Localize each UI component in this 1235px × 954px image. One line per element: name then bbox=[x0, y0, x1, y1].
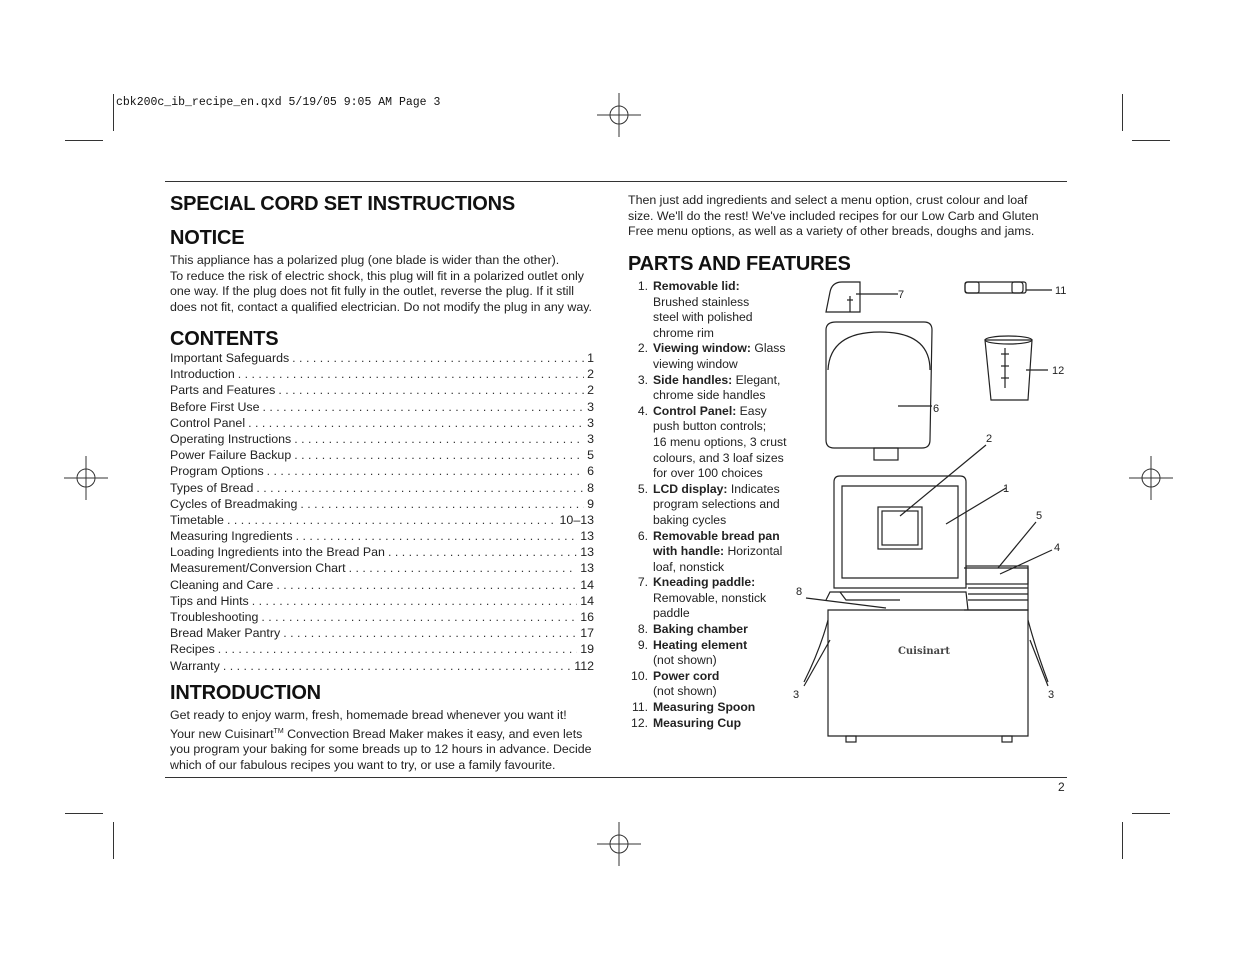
parts-list-item bbox=[626, 669, 801, 700]
toc-entry bbox=[170, 513, 594, 529]
toc-leader-dots bbox=[283, 626, 577, 640]
parts-item-number: 9. bbox=[637, 637, 648, 652]
toc-entry bbox=[170, 464, 594, 480]
special-cord-heading: SPECIAL CORD SET INSTRUCTIONS bbox=[170, 193, 515, 215]
introduction-text: Get ready to enjoy warm, fresh, homemade bread whenever you want it! Your new Cuisinart™ Convection Bread Maker makes it easy, and even lets you program your baking for some breads up to 12 hours in advance. Decide which of our fabulous recipes you want to try, or use a family favourite. bbox=[170, 708, 592, 772]
toc-entry bbox=[170, 561, 594, 577]
toc-entry-title: Loading Ingredients into the Bread Pan bbox=[170, 545, 385, 560]
parts-item-number: 7. bbox=[637, 575, 648, 590]
toc-entry-page: 2 bbox=[587, 367, 594, 382]
parts-item-name: Removable bread pan bbox=[653, 528, 780, 543]
parts-item-desc-line: (not shown) bbox=[653, 684, 717, 699]
toc-entry bbox=[170, 659, 594, 675]
parts-list-item bbox=[626, 341, 801, 372]
crop-mark bbox=[113, 94, 114, 131]
toc-entry-title: Troubleshooting bbox=[170, 610, 259, 624]
parts-item-desc-line: viewing window bbox=[653, 356, 738, 371]
parts-item-desc-line: (not shown) bbox=[653, 653, 717, 668]
toc-entry-title: Measurement/Conversion Chart bbox=[170, 561, 346, 576]
parts-list-item bbox=[626, 373, 801, 404]
parts-item-name: Control Panel: bbox=[653, 403, 737, 418]
bottom-rule bbox=[165, 777, 1067, 778]
crop-mark bbox=[1122, 822, 1123, 859]
toc-entry-page: 19 bbox=[580, 642, 594, 657]
parts-item-name: Viewing window: bbox=[653, 341, 751, 356]
toc-entry-page: 9 bbox=[587, 496, 594, 511]
toc-entry-page: 3 bbox=[587, 431, 594, 446]
parts-item-content bbox=[653, 716, 741, 732]
toc-leader-dots bbox=[294, 432, 584, 446]
brand-logo: Cuisinart bbox=[897, 646, 951, 657]
parts-item-desc-line: Brushed stainless bbox=[653, 294, 750, 309]
toc-entry bbox=[170, 578, 594, 594]
toc-entry bbox=[170, 367, 594, 383]
parts-list-item bbox=[626, 622, 801, 638]
parts-item-content bbox=[653, 482, 780, 529]
toc-entry bbox=[170, 594, 594, 610]
toc-entry-page: 10–13 bbox=[559, 512, 594, 527]
introduction-heading: INTRODUCTION bbox=[170, 682, 321, 704]
parts-item-inline-desc: Easy bbox=[736, 403, 767, 418]
callout-12: 12 bbox=[1052, 365, 1065, 377]
parts-item-inline-desc: Glass bbox=[750, 341, 786, 356]
parts-list bbox=[626, 279, 801, 731]
parts-item-content bbox=[653, 529, 780, 545]
toc-entry-title: Control Panel bbox=[170, 415, 246, 430]
parts-item-desc-line: loaf, nonstick bbox=[653, 559, 725, 574]
toc-entry bbox=[170, 448, 594, 464]
bread-maker-diagram bbox=[790, 270, 1080, 750]
parts-list-item bbox=[626, 404, 801, 482]
toc-entry bbox=[170, 481, 594, 497]
parts-features-heading: PARTS AND FEATURES bbox=[628, 253, 851, 275]
parts-item-content bbox=[653, 404, 786, 482]
parts-item-number: 12. bbox=[631, 715, 648, 730]
toc-entry-title: Cleaning and Care bbox=[170, 577, 274, 592]
toc-leader-dots bbox=[278, 383, 584, 397]
parts-list-item bbox=[626, 482, 801, 529]
parts-item-number: 6. bbox=[637, 528, 648, 543]
crop-mark bbox=[65, 140, 103, 141]
toc-entry-title: Introduction bbox=[170, 367, 235, 382]
parts-item-name: with handle: bbox=[653, 544, 725, 559]
toc-entry-title: Before First Use bbox=[170, 399, 260, 414]
notice-text: This appliance has a polarized plug (one blade is wider than the other). To reduce the risk of electric shock, this plug will fit in a polarized outlet only one way. If the plug does not fit fully in the outlet, reverse the plug. If it still does not fit, contact a qualified electrician. Do not modify the plug in any way. bbox=[170, 253, 592, 314]
table-of-contents bbox=[170, 351, 594, 675]
callout-3-right: 3 bbox=[1048, 689, 1055, 701]
toc-entry-page: 13 bbox=[580, 545, 594, 560]
toc-entry bbox=[170, 432, 594, 448]
parts-item-content bbox=[653, 279, 753, 341]
parts-item-desc-line: paddle bbox=[653, 606, 690, 621]
parts-item-desc-line: steel with polished bbox=[653, 310, 753, 325]
parts-item-inline-desc: Indicates bbox=[727, 481, 780, 496]
parts-item-desc-line: Removable, nonstick bbox=[653, 590, 767, 605]
parts-list-item bbox=[626, 544, 801, 575]
toc-entry bbox=[170, 400, 594, 416]
toc-entry-title: Cycles of Breadmaking bbox=[170, 496, 298, 511]
toc-entry-title: Power Failure Backup bbox=[170, 448, 292, 463]
parts-item-number bbox=[626, 544, 648, 575]
toc-entry bbox=[170, 529, 594, 545]
callout-2: 2 bbox=[986, 433, 993, 445]
toc-leader-dots bbox=[300, 497, 584, 511]
callout-7: 7 bbox=[898, 289, 905, 301]
parts-item-inline-desc: Horizontal bbox=[724, 544, 783, 559]
toc-entry-page: 17 bbox=[580, 626, 594, 641]
parts-item-desc-line: baking cycles bbox=[653, 512, 727, 527]
toc-entry-page: 14 bbox=[580, 593, 594, 608]
toc-entry-title: Parts and Features bbox=[170, 383, 276, 398]
parts-item-number: 1. bbox=[637, 279, 648, 293]
measuring-cup-icon bbox=[985, 336, 1032, 400]
toc-entry bbox=[170, 497, 594, 513]
crop-mark bbox=[113, 822, 114, 859]
callout-4: 4 bbox=[1054, 542, 1061, 554]
toc-leader-dots bbox=[263, 400, 585, 414]
toc-entry bbox=[170, 610, 594, 626]
measuring-spoon-icon bbox=[965, 282, 1026, 293]
parts-list-item bbox=[626, 638, 801, 669]
parts-item-desc-line: for over 100 choices bbox=[653, 466, 763, 481]
toc-leader-dots bbox=[388, 545, 577, 559]
crop-mark bbox=[1132, 813, 1170, 814]
parts-item-content bbox=[653, 669, 719, 700]
parts-item-number: 10. bbox=[631, 668, 648, 683]
toc-entry-title: Timetable bbox=[170, 512, 224, 527]
parts-item-number: 4. bbox=[637, 403, 648, 418]
parts-item-desc-line: colours, and 3 loaf sizes bbox=[653, 450, 784, 465]
parts-item-content bbox=[653, 341, 786, 372]
toc-entry-page: 6 bbox=[587, 464, 594, 479]
parts-item-name: Heating element bbox=[653, 637, 748, 652]
toc-entry-page: 16 bbox=[580, 610, 594, 624]
registration-mark-icon bbox=[1129, 456, 1173, 500]
parts-item-name: Measuring Spoon bbox=[653, 700, 756, 715]
parts-item-number: 5. bbox=[637, 481, 648, 496]
parts-list-item bbox=[626, 575, 801, 622]
parts-item-number: 11. bbox=[631, 700, 648, 715]
parts-item-desc-line: chrome rim bbox=[653, 325, 714, 340]
crop-mark bbox=[65, 813, 103, 814]
parts-item-name: Kneading paddle: bbox=[653, 575, 756, 590]
toc-entry-page: 5 bbox=[587, 448, 594, 463]
toc-entry-title: Important Safeguards bbox=[170, 351, 290, 365]
registration-mark-icon bbox=[597, 93, 641, 137]
toc-leader-dots bbox=[276, 578, 577, 592]
crop-mark bbox=[1122, 94, 1123, 131]
parts-list-item bbox=[626, 529, 801, 545]
toc-entry-title: Measuring Ingredients bbox=[170, 529, 293, 544]
toc-leader-dots bbox=[296, 529, 578, 543]
toc-leader-dots bbox=[349, 561, 578, 575]
callout-5: 5 bbox=[1036, 510, 1043, 522]
parts-item-content bbox=[653, 622, 748, 638]
toc-leader-dots bbox=[218, 642, 577, 656]
toc-entry-page: 3 bbox=[587, 399, 594, 414]
bread-pan-icon bbox=[826, 322, 932, 460]
registration-mark-icon bbox=[64, 456, 108, 500]
kneading-paddle-icon bbox=[826, 282, 860, 312]
callout-1: 1 bbox=[1003, 483, 1010, 495]
parts-item-number: 2. bbox=[637, 341, 648, 356]
toc-leader-dots bbox=[223, 659, 571, 673]
parts-item-content bbox=[653, 544, 782, 575]
parts-item-name: Removable lid: bbox=[653, 279, 740, 293]
parts-item-name: Measuring Cup bbox=[653, 715, 742, 730]
parts-item-content bbox=[653, 638, 747, 669]
toc-leader-dots bbox=[261, 610, 577, 624]
printer-slug: cbk200c_ib_recipe_en.qxd 5/19/05 9:05 AM Page 3 bbox=[116, 96, 441, 109]
contents-heading: CONTENTS bbox=[170, 328, 279, 350]
parts-item-desc-line: program selections and bbox=[653, 497, 780, 512]
bread-maker-icon bbox=[804, 476, 1048, 742]
parts-item-desc-line: push button controls; bbox=[653, 419, 767, 434]
toc-entry-page: 2 bbox=[587, 383, 594, 398]
toc-entry-page: 3 bbox=[587, 415, 594, 430]
parts-item-content bbox=[653, 373, 780, 404]
parts-item-content bbox=[653, 700, 755, 716]
callout-3-left: 3 bbox=[793, 689, 800, 701]
toc-entry-title: Tips and Hints bbox=[170, 593, 249, 608]
callout-6: 6 bbox=[933, 403, 940, 415]
toc-leader-dots bbox=[294, 448, 584, 462]
toc-leader-dots bbox=[248, 416, 584, 430]
toc-entry bbox=[170, 642, 594, 658]
toc-leader-dots bbox=[292, 351, 584, 365]
parts-item-name: LCD display: bbox=[653, 481, 728, 496]
registration-mark-icon bbox=[597, 822, 641, 866]
toc-entry bbox=[170, 626, 594, 642]
introduction-continued: Then just add ingredients and select a menu option, crust colour and loaf size. We'll do the rest! We've included recipes for our Low Carb and Gluten Free menu options, as well as a variety of other breads, doughs and jams. bbox=[628, 193, 1039, 239]
parts-item-desc-line: chrome side handles bbox=[653, 388, 766, 403]
parts-list-item bbox=[626, 700, 801, 716]
toc-entry bbox=[170, 383, 594, 399]
parts-item-content bbox=[653, 575, 766, 622]
toc-entry bbox=[170, 351, 594, 367]
parts-item-name: Side handles: bbox=[653, 372, 733, 387]
toc-entry-title: Program Options bbox=[170, 464, 264, 479]
toc-leader-dots bbox=[256, 481, 584, 495]
toc-entry-page: 13 bbox=[580, 561, 594, 576]
toc-entry-page: 14 bbox=[580, 577, 594, 592]
toc-entry-page: 112 bbox=[574, 658, 594, 673]
toc-leader-dots bbox=[238, 367, 584, 381]
parts-list-item bbox=[626, 279, 801, 341]
toc-entry-title: Operating Instructions bbox=[170, 431, 292, 446]
toc-entry-page: 8 bbox=[587, 480, 594, 495]
parts-item-number: 8. bbox=[637, 622, 648, 637]
toc-entry bbox=[170, 416, 594, 432]
parts-item-number: 3. bbox=[637, 372, 648, 387]
notice-heading: NOTICE bbox=[170, 227, 245, 249]
callout-11: 11 bbox=[1055, 285, 1067, 297]
parts-list-item bbox=[626, 716, 801, 732]
toc-leader-dots bbox=[227, 513, 557, 527]
toc-entry-page: 1 bbox=[587, 351, 594, 365]
toc-entry bbox=[170, 545, 594, 561]
crop-mark bbox=[1132, 140, 1170, 141]
top-rule bbox=[165, 181, 1067, 182]
parts-item-name: Power cord bbox=[653, 668, 720, 683]
toc-entry-title: Bread Maker Pantry bbox=[170, 626, 281, 641]
parts-item-desc-line: 16 menu options, 3 crust bbox=[653, 434, 787, 449]
toc-entry-title: Types of Bread bbox=[170, 480, 254, 495]
page-number: 2 bbox=[1058, 780, 1065, 794]
toc-entry-title: Warranty bbox=[170, 658, 220, 673]
toc-entry-page: 13 bbox=[580, 529, 594, 544]
callout-8: 8 bbox=[796, 586, 803, 598]
toc-leader-dots bbox=[252, 594, 577, 608]
parts-item-inline-desc: Elegant, bbox=[732, 372, 781, 387]
toc-entry-title: Recipes bbox=[170, 642, 215, 657]
parts-item-name: Baking chamber bbox=[653, 622, 748, 637]
toc-leader-dots bbox=[267, 464, 584, 478]
